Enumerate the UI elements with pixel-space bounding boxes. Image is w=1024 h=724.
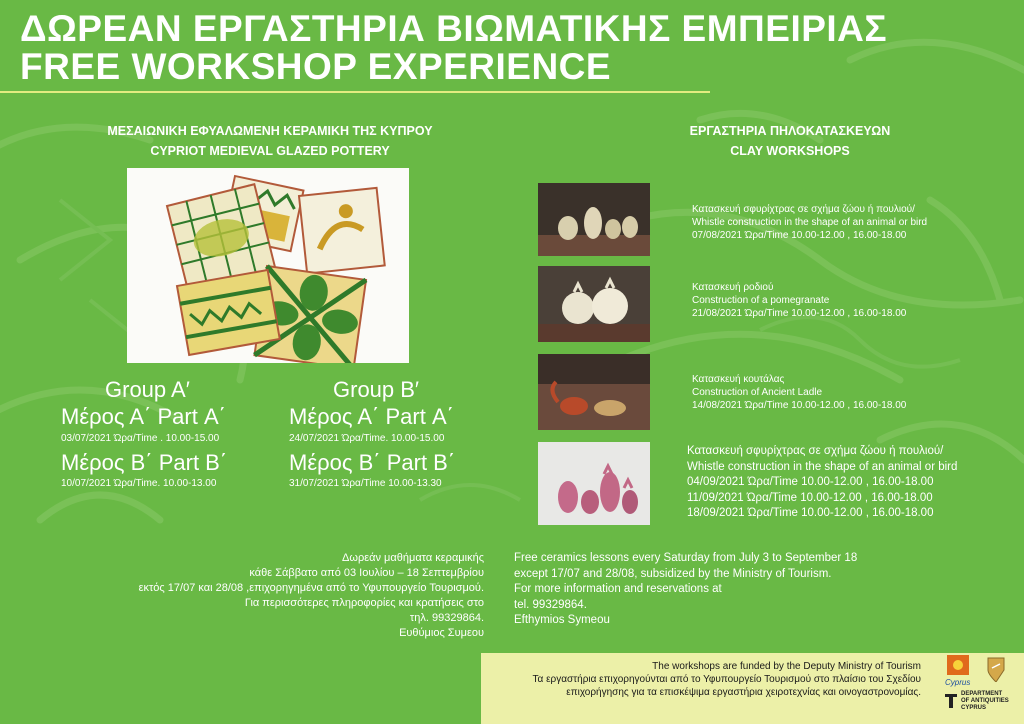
- group-a-title: Group A′: [105, 377, 190, 402]
- funding-bar: [481, 653, 1024, 724]
- title-underline: [0, 91, 710, 93]
- clay-item-1-greek: Κατασκευή σφυρίχτρας σε σχήμα ζώου ή πουλιού/: [692, 204, 915, 215]
- clay-item-4-english: Whistle construction in the shape of an animal or bird: [687, 460, 958, 473]
- clay-item-3-text: [692, 373, 906, 412]
- glazed-pottery-photo: [127, 168, 409, 363]
- clay-item-4-date-2: 11/09/2021 Ώρα/Time 10.00-12.00 , 16.00-18.00: [687, 491, 933, 504]
- pottery-heading-greek: ΜΕΣΑΙΩΝΙΚΗ ΕΦΥΑΛΩΜΕΝΗ ΚΕΡΑΜΙΚΗ ΤΗΣ ΚΥΠΡΟΥ: [107, 124, 433, 138]
- info-english-line-2: except 17/07 and 28/08, subsidized by the Ministry of Tourism.: [514, 567, 832, 580]
- info-english-line-1: Free ceramics lessons every Saturday from July 3 to September 18: [514, 552, 858, 564]
- clay-item-3-date: 14/08/2021 Ώρα/Time 10.00-12.00 , 16.00-18.00: [692, 400, 907, 411]
- group-b-title: Group B′: [333, 377, 420, 402]
- info-greek-line-2: κάθε Σάββατο από 03 Ιουλίου – 18 Σεπτεμβρίου: [249, 567, 484, 579]
- doa-line-3: CYPRUS: [961, 705, 987, 711]
- group-b-date-b: 31/07/2021 Ώρα/Time 10.00-13.30: [289, 478, 442, 489]
- clay-animal-whistles-photo: [538, 442, 650, 525]
- group-a-date-b: 10/07/2021 Ώρα/Time. 10.00-13.00: [61, 478, 217, 489]
- funding-line-2: Τα εργαστήρια επιχορηγούνται από το Υφυπουργείο Τουρισμού στο πλαίσιο του Σχεδίου: [532, 674, 921, 685]
- department-of-antiquities-logo: [943, 691, 1013, 721]
- clay-pomegranate-photo: [538, 266, 650, 342]
- info-greek-line-6: Ευθύμιος Συμεου: [399, 627, 484, 639]
- group-b-part-a: Μέρος Α΄ Part Α΄: [289, 404, 454, 429]
- group-b-part-b: Μέρος Β΄ Part Β΄: [289, 450, 456, 475]
- clay-item-4-text: [687, 444, 957, 522]
- funding-text: [481, 660, 921, 699]
- clay-item-2-text: [692, 281, 906, 320]
- clay-item-2-english: Construction of a pomegranate: [692, 295, 830, 306]
- group-a-part-a: Μέρος Α΄ Part Α΄: [61, 404, 226, 429]
- clay-ladle-photo: [538, 354, 650, 430]
- clay-heading-english: CLAY WORKSHOPS: [730, 144, 850, 158]
- info-english-line-4: tel. 99329864.: [514, 598, 587, 611]
- group-b-date-a: 24/07/2021 Ώρα/Time. 10.00-15.00: [289, 433, 445, 444]
- clay-item-3-english: Construction of Ancient Ladle: [692, 387, 823, 398]
- info-greek-line-3: εκτός 17/07 και 28/08 ,επιχορηγημένα από το Υφυπουργείο Τουρισμού.: [138, 582, 484, 594]
- coat-of-arms-icon: [986, 656, 1006, 682]
- cyprus-logo-text: Cyprus: [945, 678, 971, 687]
- clay-item-2-date: 21/08/2021 Ώρα/Time 10.00-12.00 , 16.00-18.00: [692, 308, 907, 319]
- funding-line-1: The workshops are funded by the Deputy Ministry of Tourism: [652, 661, 921, 672]
- info-english-line-3: For more information and reservations at: [514, 583, 722, 595]
- doa-line-1: DEPARTMENT: [961, 691, 1003, 697]
- clay-item-1-date: 07/08/2021 Ώρα/Time 10.00-12.00 , 16.00-18.00: [692, 230, 907, 241]
- clay-item-4-date-3: 18/09/2021 Ώρα/Time 10.00-12.00 , 16.00-18.00: [687, 507, 934, 519]
- clay-item-4-date-1: 04/09/2021 Ώρα/Time 10.00-12.00 , 16.00-18.00: [687, 476, 934, 488]
- clay-heading-greek: ΕΡΓΑΣΤΗΡΙΑ ΠΗΛΟΚΑΤΑΣΚΕΥΩΝ: [689, 124, 891, 138]
- main-title-english: FREE WORKSHOP EXPERIENCE: [20, 46, 612, 87]
- info-english: [514, 551, 857, 629]
- info-greek: [139, 551, 484, 641]
- clay-item-4-greek: Κατασκευή σφυρίχτρας σε σχήμα ζώου ή πουλιού/: [687, 445, 944, 457]
- pottery-heading-english: CYPRIOT MEDIEVAL GLAZED POTTERY: [150, 144, 390, 158]
- clay-item-3-greek: Κατασκευή κουτάλας: [692, 374, 785, 385]
- info-greek-line-1: Δωρεάν μαθήματα κεραμικής: [342, 552, 484, 564]
- doa-line-2: OF ANTIQUITIES: [961, 698, 1009, 704]
- cyprus-tourism-logo: [943, 655, 973, 689]
- group-a-part-b: Μέρος Β΄ Part Β΄: [61, 450, 228, 475]
- info-greek-line-5: τηλ. 99329864.: [409, 612, 484, 624]
- clay-whistle-photo: [538, 183, 650, 256]
- group-a-date-a: 03/07/2021 Ώρα/Time . 10.00-15.00: [61, 433, 220, 444]
- info-greek-line-4: Για περισσότερες πληροφορίες και κρατήσεις στο: [244, 597, 484, 609]
- clay-item-1-english: Whistle construction in the shape of an animal or bird: [692, 217, 928, 228]
- clay-item-1-text: [692, 203, 927, 242]
- info-english-line-5: Efthymios Symeou: [514, 614, 610, 626]
- clay-item-2-greek: Κατασκευή ροδιού: [692, 282, 774, 293]
- main-title-greek: ΔΩΡΕΑΝ ΕΡΓΑΣΤΗΡΙΑ ΒΙΩΜΑΤΙΚΗΣ ΕΜΠΕΙΡΙΑΣ: [20, 8, 888, 49]
- funding-line-3: επιχορήγησης για τα επισκέψιμα εργαστήρια χειροτεχνίας και οινογαστρονομίας.: [566, 687, 921, 698]
